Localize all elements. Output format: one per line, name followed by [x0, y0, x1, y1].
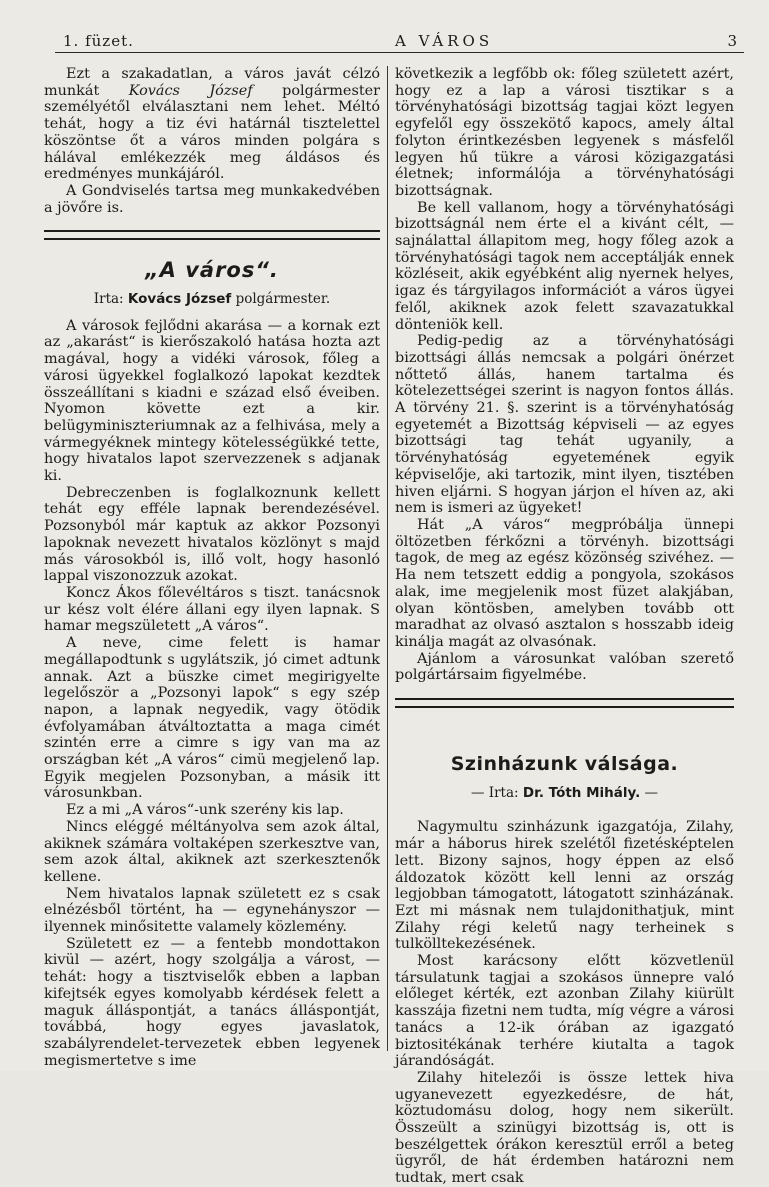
article-byline: Irta: Kovács József polgármester. [93, 291, 331, 308]
article-byline: — Irta: Dr. Tóth Mihály. — [470, 784, 659, 801]
article-title: Szinházunk válsága. [450, 753, 679, 776]
intro-closing: A Gondviselés tartsa meg munkakedvében a jövőre is. [44, 182, 380, 216]
article-paragraph: Debreczenben is foglalkoznunk kellett tehát egy efféle lapnak berendezésével. Pozsonyból már kaptuk az akkor Pozsonyi lapoknak nevezett hivatalos közlönyt s majd más városokból is, illő volt, hogy hasonló lappal viszonozzuk azokat. [44, 484, 380, 585]
article-paragraph: Zilahy hitelezői is össze lettek hiva ugyanevezett egyezkedésre, de hát, köztudomásu dolog, hogy nem sikerült. Összeült a szinügyi bizottság is, ott is beszélgettek órákon keresztül erről a beteg ügyről, de hát érdemben határozni nem tudtak, mert csak [395, 1069, 734, 1187]
article-paragraph: Ajánlom a városunkat valóban szerető polgártársaim figyelmébe. [395, 650, 734, 684]
page-header [55, 30, 744, 53]
article-paragraph: A neve, cime felett is hamar megállapodtunk s ugylátszik, jó cimet adtunk annak. Azt a büszke cimet megirigyelte legelőször a „Pozsonyi lapok“ s egy szép napon, a lapnak negyedik, vagy ötödik évfolyamában átváltoztatta a maga cimét szintén erre a cimre s igy van ma az országban két „A város“ cimü megjelenő lap. Egyik megjelen Pozsonyban, a másik itt városunkban. [44, 635, 380, 802]
author-name: Kovács József [127, 291, 232, 308]
section-divider [44, 230, 380, 240]
page-number: 3 [727, 32, 738, 50]
intro-paragraph: Ezt a szakadatlan, a város javát célzó munkát Kovács József polgármester személyétől elválasztani nem lehet. Méltó tehát, hogy a tiz évi határnál tisztelettel köszöntse őt a város minden polgára s hálával emlékezzék meg áldásos és eredményes munkájáról. [44, 66, 381, 183]
article-title: „A város“. [145, 258, 279, 283]
article-paragraph: Ez a mi „A város“-unk szerény kis lap. [66, 802, 344, 819]
article-paragraph: Nagymultu szinházunk igazgatója, Zilahy, már a háborus hirek szelétől fizetésképtelen lett. Bizony sajnos, hogy éppen az első áldozatok között kell lenni az ország legjobban támogatott, látogatott szinházának. Ezt mi másnak nem tulajdonithatjuk, mint Zilahy régi keletű nagy terheinek s tulkölltekezésének. [395, 819, 734, 953]
right-column [395, 66, 734, 1187]
article-paragraph: következik a legfőbb ok: főleg született azért, hogy ez a lap a városi tisztikar s a törvényhatósági bizottság tagjai közt legyen egyfelől egy összekötő kapocs, amely által folyton érintkezésben legyenek s másfelől legyen hű tükre a városi közigazgatási életnek; informálója a törvényhatósági bizottságnak. [395, 66, 734, 199]
left-column [44, 66, 381, 1069]
article-paragraph: Nem hivatalos lapnak született ez s csak elnézésből történt, ha — egynehányszor — ilyennek minősitette valamely közlemény. [44, 885, 380, 936]
column-divider [387, 66, 388, 1051]
article-paragraph: Koncz Ákos főlevéltáros s tiszt. tanácsnok ur kész volt élére állani egy ilyen lapnak. S hamar megszületett „A város“. [44, 584, 380, 635]
publication-title: A VÁROS [395, 32, 494, 50]
issue-number: 1. füzet. [63, 32, 134, 50]
author-name: Dr. Tóth Mihály. [522, 784, 641, 801]
article-paragraph: Pedig-pedig az a törvényhatósági bizottsági állás nemcsak a polgári önérzet nőttető állás, hanem tartalma és kötelezettségei szerint is nagyon fontos állás. A törvény 21. §. szerint is a törvényhatóság egyetemét a Bizottság képviseli — az egyes bizottsági tag tehát ugyanily, a törvényhatóság egyetemének egyik képviselője, aki tartozik, mint ilyen, tisztében hiven eljárni. S hogyan járjon el híven az, aki nem is ismeri az ügyeket! [395, 333, 734, 517]
article-paragraph: Született ez — a fentebb mondottakon kivül — azért, hogy szolgálja a várost, — tehát: hogy a tisztviselők ebben a lapban kifejtsék egyes komolyabb kérdések felett a maguk álláspontját, a tanács álláspontját, továbbá, hogy egyes javaslatok, szabályrendelet-tervezetek ebben legyenek megismertetve s ime [44, 935, 380, 1069]
article-paragraph: Nincs eléggé méltányolva sem azok által, akiknek számára voltaképen szerkesztve van, sem azok által, akiknek azt szerkesztenők kellene. [44, 818, 380, 885]
article-paragraph: Hát „A város“ megpróbálja ünnepi öltözetben férkőzni a törvényh. bizottsági tagok, de meg az egész közönség szivéhez. — Ha nem tetszett eddig a pongyola, szokásos alak, ime megjelenik most füzet alakjában, olyan köntösben, amelyben tovább ott maradhat az olvasó asztalon s hosszabb ideig kinálja magát az olvasónak. [395, 516, 734, 650]
article-paragraph: Most karácsony előtt közvetlenül társulatunk tagjai a szokásos ünnepre való előleget kérték, ezt azonban Zilahy kiürült kasszája fizetni nem tudta, míg végre a városi tanács a 12-ik órában az igazgató biztositékának terhére kiutalta a tagok járandóságát. [395, 953, 734, 1070]
section-divider [395, 698, 734, 708]
article-paragraph: Be kell vallanom, hogy a törvényhatósági bizottságnál nem érte el a kivánt célt, — sajnálattal állapitom meg, hogy főleg azok a törvényhatósági tagok nem acceptálják ennek közléseit, akik egyébként alig nyernek helyes, igaz és tárgyilagos információt a város ügyei felől, akiknek azok felett szavazatukkal dönteniök kell. [395, 199, 734, 333]
article-paragraph: A városok fejlődni akarása — a kornak ezt az „akarást“ is kierőszakoló hatása hozta azt magával, hogy a vidéki városok, főleg a városi ügyekkel foglalkozó lapokat kezdtek összeállítani s kiadni e század első éveiben. Nyomon követte ezt a kir. belügyminiszteriumnak az a felhivása, mely a vármegyéknek mintegy kötelességükké tette, hogy hivatalos lapot szervezzenek s adjanak ki. [44, 317, 380, 485]
mayor-name: Kovács József [128, 82, 253, 99]
